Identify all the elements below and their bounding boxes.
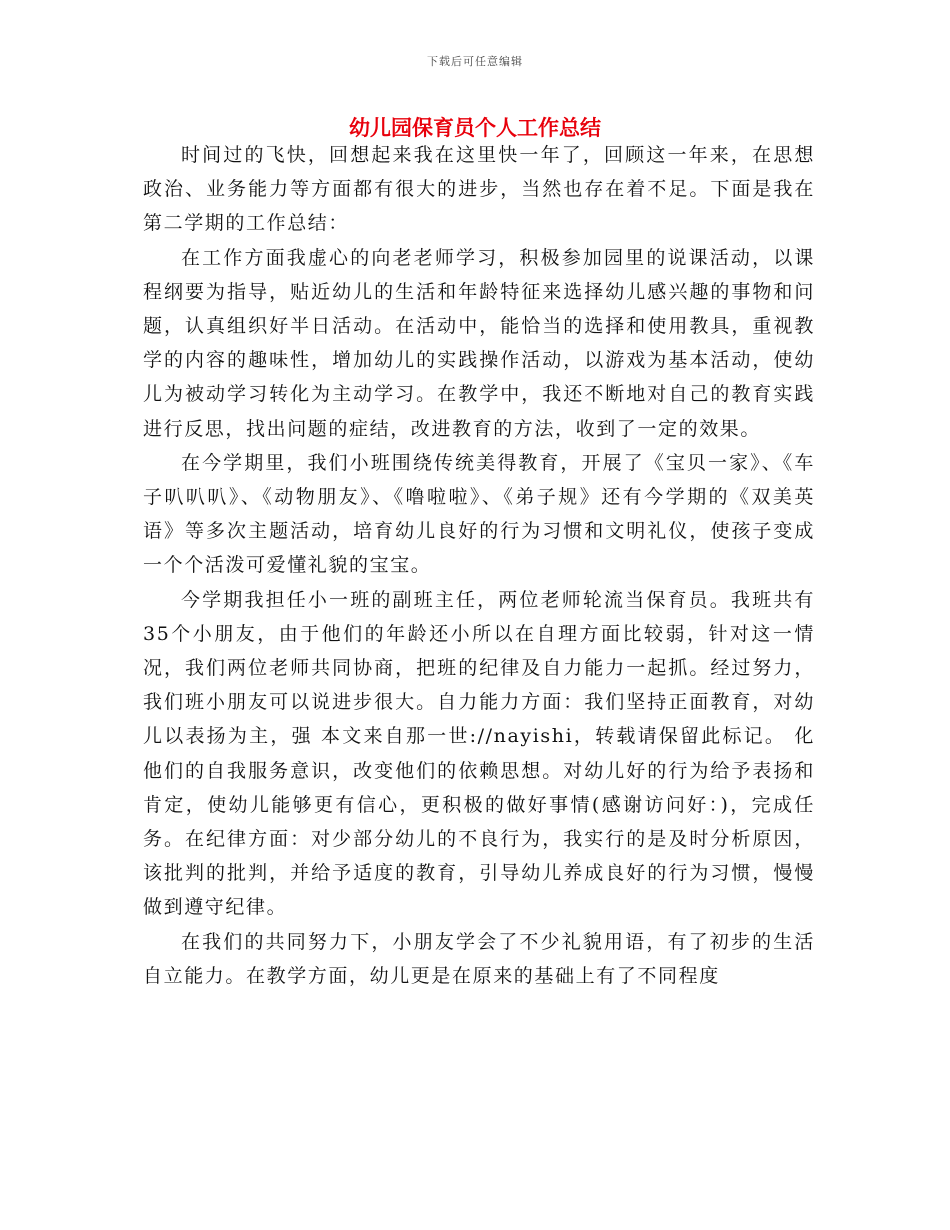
document-title: 幼儿园保育员个人工作总结 (349, 116, 601, 140)
paragraph: 今学期我担任小一班的副班主任，两位老师轮流当保育员。我班共有35个小朋友，由于他们的年龄还小所以在自理方面比较弱，针对这一情况，我们两位老师共同协商，把班的纪律及自力能力一起抓。经过努力，我们班小朋友可以说进步很大。自力能力方面：我们坚持正面教育，对幼儿以表扬为主，强 本文来自那一世://nayishi，转载请保留此标记。 化他们的自我服务意识，改变他们的依赖思想。对幼儿好的行为给予表扬和肯定，使幼儿能够更有信心，更积极的做好事情(感谢访问好：)，完成任务。在纪律方面：对少部分幼儿的不良行为，我实行的是及时分析原因，该批判的批判，并给予适度的教育，引导幼儿养成良好的行为习惯，慢慢做到遵守纪律。 (143, 588, 815, 919)
document-body (143, 138, 815, 993)
paragraph: 在工作方面我虚心的向老老师学习，积极参加园里的说课活动，以课程纲要为指导，贴近幼儿的生活和年龄特征来选择幼儿感兴趣的事物和问题，认真组织好半日活动。在活动中，能恰当的选择和使用教具，重视教学的内容的趣味性，增加幼儿的实践操作活动，以游戏为基本活动，使幼儿为被动学习转化为主动学习。在教学中，我还不断地对自己的教育实践进行反思，找出问题的症结，改进教育的方法，收到了一定的效果。 (143, 246, 815, 440)
paragraph: 在我们的共同努力下，小朋友学会了不少礼貌用语，有了初步的生活自立能力。在教学方面，幼儿更是在原来的基础上有了不同程度 (143, 930, 815, 987)
paragraph: 时间过的飞快，回想起来我在这里快一年了，回顾这一年来，在思想政治、业务能力等方面都有很大的进步，当然也存在着不足。下面是我在第二学期的工作总结： (143, 144, 815, 235)
paragraph: 在今学期里，我们小班围绕传统美得教育，开展了《宝贝一家》、《车子叭叭叭》、《动物朋友》、《噜啦啦》、《弟子规》还有今学期的《双美英语》等多次主题活动，培育幼儿良好的行为习惯和文明礼仪，使孩子变成一个个活泼可爱懂礼貌的宝宝。 (143, 451, 815, 577)
header-note: 下载后可任意编辑 (427, 55, 523, 68)
